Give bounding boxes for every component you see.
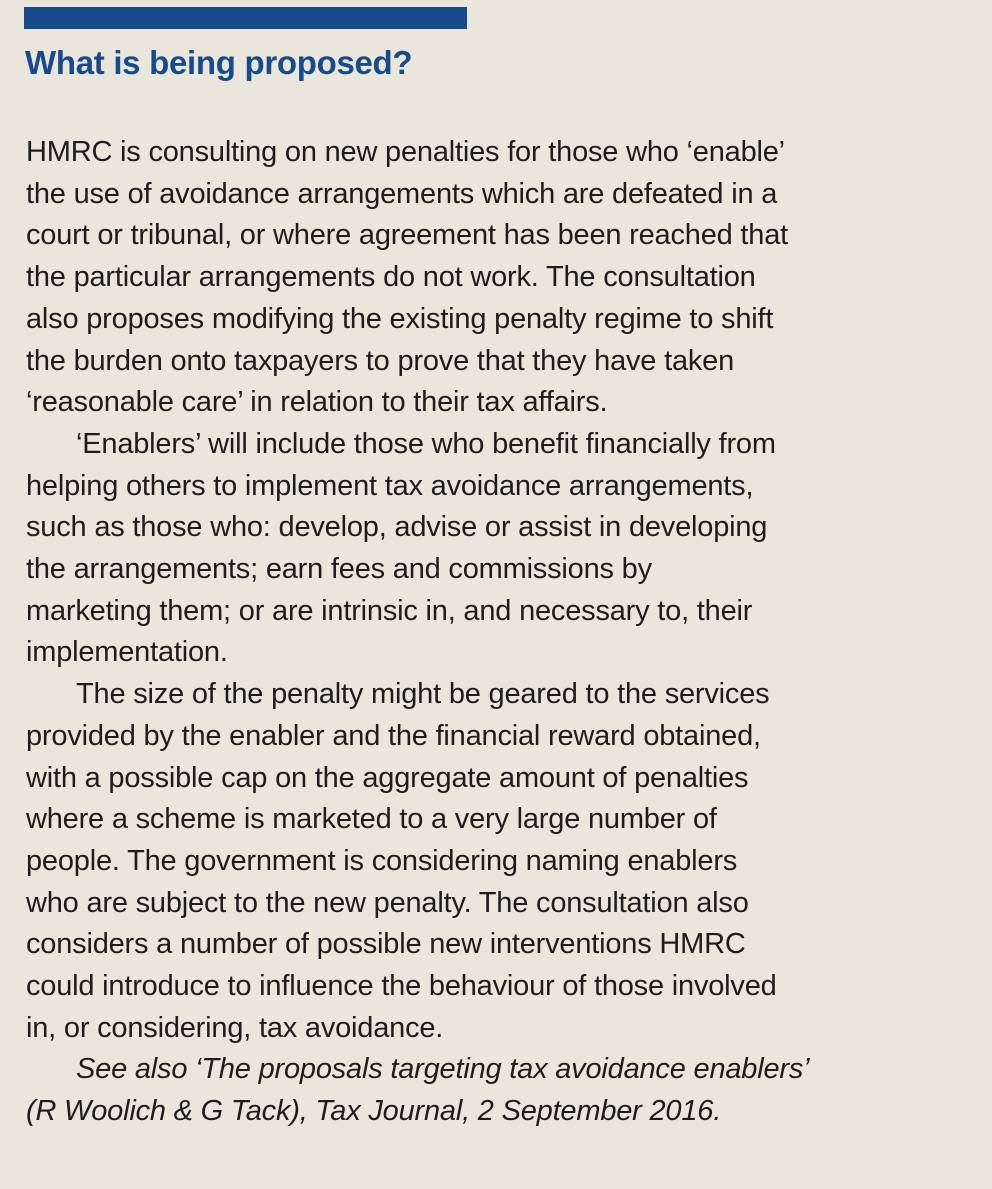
text-line: ‘Enablers’ will include those who benefit financially from [76, 427, 776, 460]
text-line: the arrangements; earn fees and commissions by [26, 553, 652, 586]
text-line: the particular arrangements do not work. The consultation [26, 261, 756, 294]
text-line: considers a number of possible new interventions HMRC [26, 928, 746, 961]
header-accent-bar [24, 7, 467, 29]
paragraph-3 [26, 674, 966, 1049]
text-line: in, or considering, tax avoidance. [26, 1011, 444, 1044]
text-line: where a scheme is marketed to a very large number of [26, 803, 717, 836]
text-line: who are subject to the new penalty. The consultation also [26, 886, 749, 919]
text-line: people. The government is considering naming enablers [26, 844, 738, 877]
text-line: (R Woolich & G Tack), Tax Journal, 2 September 2016. [26, 1095, 722, 1128]
text-line: helping others to implement tax avoidance arrangements, [26, 469, 754, 502]
text-line: such as those who: develop, advise or assist in developing [26, 511, 768, 544]
see-also-reference [26, 1049, 966, 1132]
paragraph-1 [26, 132, 966, 424]
text-line: HMRC is consulting on new penalties for those who ‘enable’ [26, 136, 785, 168]
text-line: court or tribunal, or where agreement has been reached that [26, 219, 788, 252]
text-line: could introduce to influence the behaviour of those involved [26, 970, 777, 1003]
box-title: What is being proposed? [25, 44, 413, 81]
text-line: the burden onto taxpayers to prove that they have taken [26, 344, 735, 377]
text-line: with a possible cap on the aggregate amount of penalties [26, 761, 749, 794]
text-line: implementation. [26, 636, 228, 669]
text-line: also proposes modifying the existing penalty regime to shift [26, 302, 774, 335]
box-body [26, 132, 966, 1133]
paragraph-2 [26, 424, 966, 674]
text-line: ‘reasonable care’ in relation to their tax affairs. [26, 386, 608, 419]
text-line: provided by the enabler and the financial reward obtained, [26, 719, 761, 752]
text-line: marketing them; or are intrinsic in, and necessary to, their [26, 594, 753, 627]
text-line: the use of avoidance arrangements which are defeated in a [26, 177, 778, 210]
text-line: See also ‘The proposals targeting tax avoidance enablers’ [76, 1053, 810, 1086]
text-line: The size of the penalty might be geared to the services [76, 678, 770, 711]
